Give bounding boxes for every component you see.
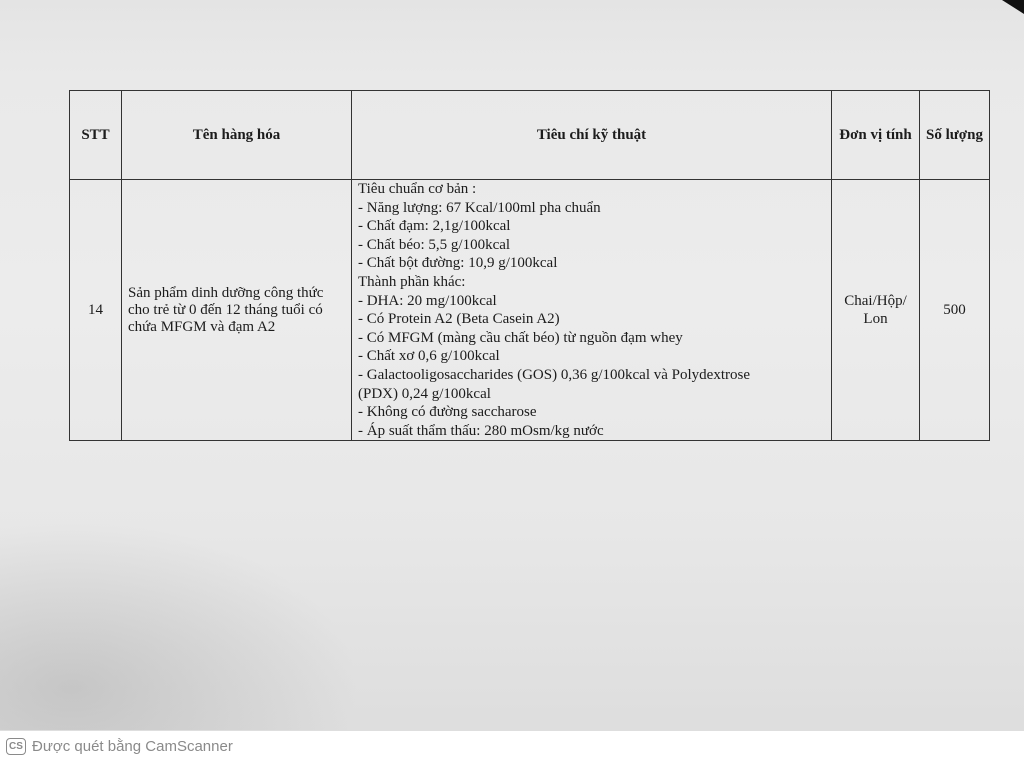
row-unit: Chai/Hộp/ Lon [832, 180, 920, 441]
header-stt: STT [70, 91, 122, 180]
header-name: Tên hàng hóa [122, 91, 352, 180]
row-criteria [352, 180, 832, 441]
criteria-line: - Có Protein A2 (Beta Casein A2) [358, 311, 560, 328]
criteria-line: - Chất béo: 5,5 g/100kcal [358, 236, 511, 253]
row-stt: 14 [70, 180, 122, 441]
criteria-line: Thành phần khác: [358, 273, 466, 290]
header-quantity: Số lượng [920, 91, 990, 180]
table-row [70, 180, 990, 441]
criteria-line: - Áp suất thẩm thấu: 280 mOsm/kg nước [358, 422, 604, 439]
criteria-line: - DHA: 20 mg/100kcal [358, 292, 497, 309]
goods-table [69, 90, 990, 441]
row-quantity: 500 [920, 180, 990, 441]
header-criteria: Tiêu chí kỹ thuật [352, 91, 832, 180]
scan-shadow [0, 520, 360, 730]
criteria-line: (PDX) 0,24 g/100kcal [358, 385, 491, 402]
criteria-line: - Không có đường saccharose [358, 404, 537, 421]
criteria-line: - Chất đạm: 2,1g/100kcal [358, 218, 511, 235]
scanner-watermark [0, 731, 1024, 761]
camscanner-logo-icon: CS [6, 738, 26, 755]
header-unit: Đơn vị tính [832, 91, 920, 180]
row-product-name: Sản phẩm dinh dưỡng công thức cho trẻ từ 0 đến 12 tháng tuổi có chứa MFGM và đạm A2 [122, 180, 352, 441]
table-header-row [70, 91, 990, 180]
criteria-line: - Có MFGM (màng cầu chất béo) từ nguồn đạm whey [358, 329, 683, 346]
watermark-text: Được quét bằng CamScanner [32, 737, 233, 755]
criteria-line: - Năng lượng: 67 Kcal/100ml pha chuẩn [358, 199, 601, 216]
criteria-line: - Chất xơ 0,6 g/100kcal [358, 348, 500, 365]
criteria-line: Tiêu chuẩn cơ bản : [358, 181, 477, 197]
corner-mark [994, 0, 1024, 14]
criteria-line: - Chất bột đường: 10,9 g/100kcal [358, 255, 558, 272]
criteria-line: - Galactooligosaccharides (GOS) 0,36 g/100kcal và Polydextrose [358, 366, 750, 383]
